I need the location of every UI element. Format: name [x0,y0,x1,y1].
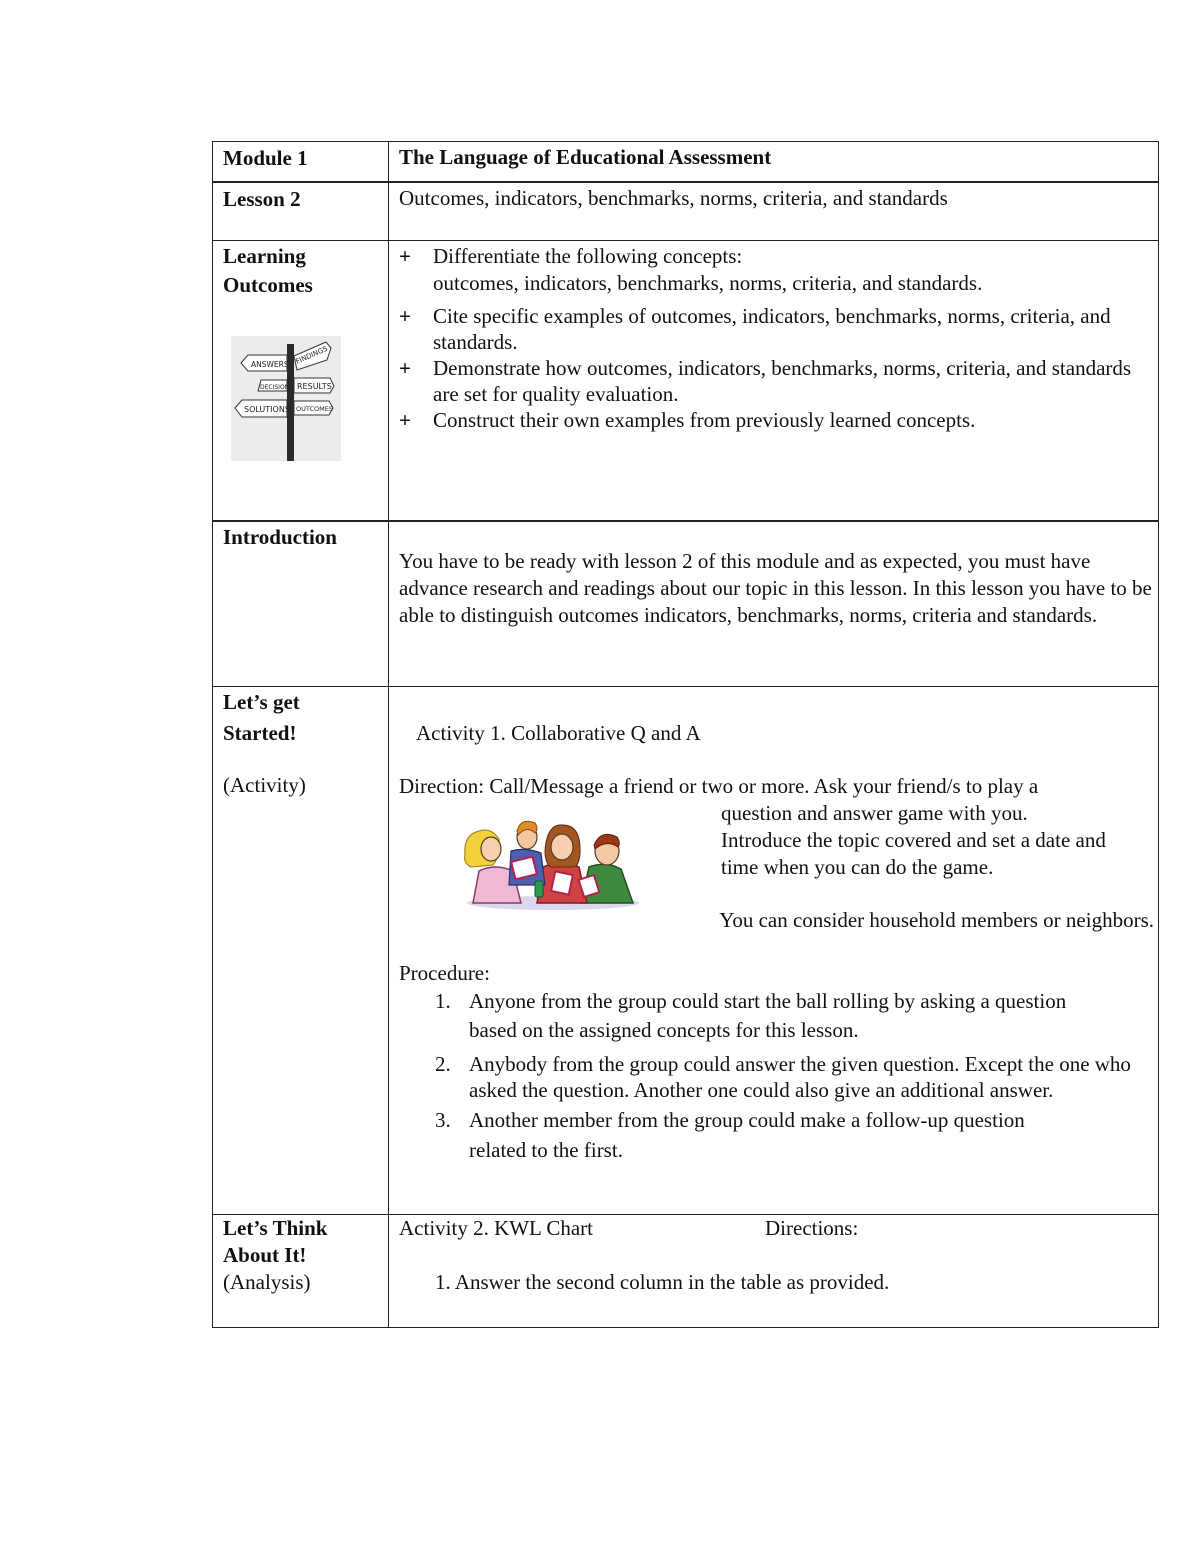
svg-text:SOLUTIONS: SOLUTIONS [244,405,290,414]
introduction-text: You have to be ready with lesson 2 of this module and as expected, you must have advance research and readings about our topic in this lesson. In this lesson you have to be able to distinguish outcomes indicators, benchmarks, norms, criteria and standards. [399,549,1152,627]
list-item [435,1105,1154,1165]
step-number: 2. [435,1052,451,1076]
list-item [399,407,1154,433]
direction-line5: You can consider household members or neighbors. [719,908,1154,932]
lesson-title: Outcomes, indicators, benchmarks, norms, criteria, and standards [399,186,948,210]
outcome-4: Construct their own examples from previously learned concepts. [433,408,976,432]
list-item [399,355,1154,407]
lets-think-label-line1: Let’s Think [223,1216,328,1240]
list-item [399,303,1154,355]
direction-line2: question and answer game with you. [721,801,1028,825]
plus-icon: + [399,408,411,432]
lesson-table [212,141,1159,1328]
activity-1-content [389,687,1158,1214]
activity-2-title: Activity 2. KWL Chart [399,1216,594,1240]
lets-think-row [213,1215,1158,1327]
friends-clipart [461,815,651,911]
list-item [435,987,1154,1045]
plus-icon: + [399,356,411,380]
step-3-line1: Another member from the group could make a follow-up question [469,1108,1025,1132]
step-number: 3. [435,1108,451,1132]
step-1-line2: based on the assigned concepts for this lesson. [469,1018,859,1042]
direction-line1: Direction: Call/Message a friend or two or more. Ask your friend/s to play a [399,774,1039,798]
step-1-line1: Anyone from the group could start the ball rolling by asking a question [469,989,1067,1013]
step-2-text: Anybody from the group could answer the given question. Except the one who asked the question. Another one could also give an additional answer. [469,1052,1131,1102]
lets-get-started-label-sub: (Activity) [223,773,306,797]
svg-text:DECISION: DECISION [260,384,290,391]
outcome-2: Cite specific examples of outcomes, indicators, benchmarks, norms, criteria, and standards. [433,304,1111,354]
learning-outcomes-label-cell [213,241,389,520]
outcome-1-line2: outcomes, indicators, benchmarks, norms, criteria, and standards. [433,271,983,295]
list-item [399,243,1154,297]
lets-get-started-label-cell [213,687,389,1214]
activity-1-title: Activity 1. Collaborative Q and A [416,721,701,745]
outcome-1-line1: Differentiate the following concepts: [433,244,743,268]
lets-get-started-row [213,687,1158,1215]
activity-2-step1: 1. Answer the second column in the table as provided. [435,1270,890,1294]
introduction-label: Introduction [213,522,389,686]
lesson-label: Lesson 2 [213,183,389,240]
learning-outcomes-row [213,241,1158,522]
module-label: Module 1 [213,142,389,181]
lesson-row [213,183,1158,241]
module-row [213,142,1158,183]
learning-outcomes-label-line1: Learning [223,244,306,268]
lets-think-label-sub: (Analysis) [223,1270,311,1294]
lets-get-started-label-line2: Started! [223,721,297,745]
module-title: The Language of Educational Assessment [399,145,772,169]
step-3-line2: related to the first. [469,1138,623,1162]
svg-text:ANSWERS: ANSWERS [251,360,289,369]
lets-get-started-label-line1: Let’s get [223,690,300,714]
learning-outcomes-label-line2: Outcomes [223,273,313,297]
list-item [435,1051,1154,1103]
svg-text:FINDINGS: FINDINGS [294,344,329,366]
directions-label: Directions: [765,1216,859,1240]
direction-line4: time when you can do the game. [721,855,994,879]
plus-icon: + [399,244,411,268]
signpost-image [231,336,341,461]
activity-2-content [389,1215,1158,1327]
learning-outcomes-list [389,241,1158,520]
direction-line3: Introduce the topic covered and set a date and [721,828,1106,852]
plus-icon: + [399,304,411,328]
lets-think-label-cell [213,1215,389,1327]
svg-text:RESULTS: RESULTS [297,382,332,391]
outcome-3: Demonstrate how outcomes, indicators, benchmarks, norms, criteria, and standards are set for quality evaluation. [433,356,1132,406]
procedure-label: Procedure: [399,961,490,985]
svg-text:OUTCOMES: OUTCOMES [296,405,333,413]
step-number: 1. [435,989,451,1013]
introduction-row [213,522,1158,687]
lets-think-label-line2: About It! [223,1243,307,1267]
